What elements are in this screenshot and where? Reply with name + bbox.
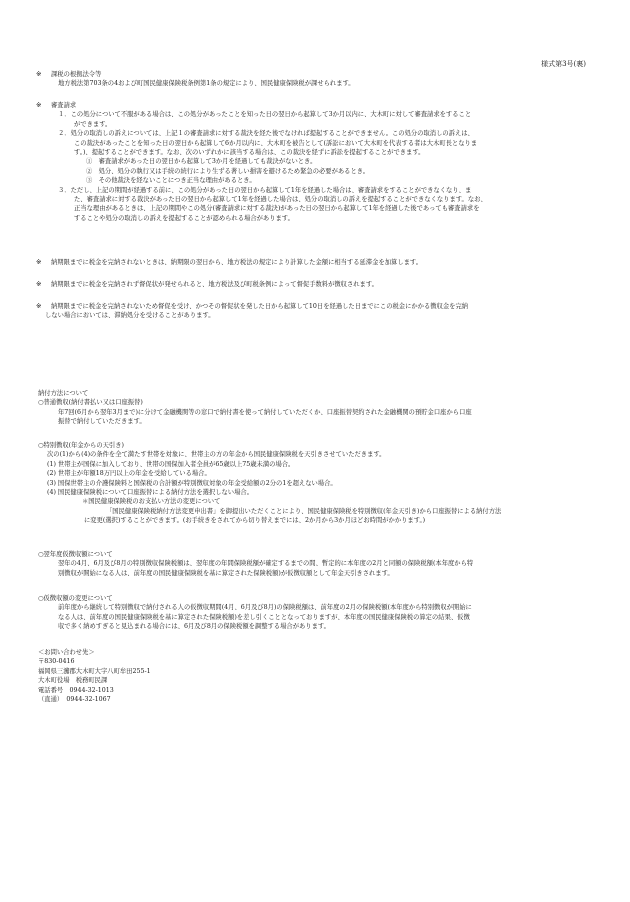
appeal-section <box>36 101 596 223</box>
contact-office: 大木町役場 税務町民課 <box>38 677 108 685</box>
appeal-line: ③ その他裁決を経ないことにつき正当な理由があるとき。 <box>86 177 256 185</box>
bullet-mark: ※ <box>36 102 42 109</box>
change-line: なる人は、前年度の国民健康保険税を基に算定された保険税額)を差し引くこととなっておりますが、本年度の国民健康保険税の算定の結果、仮徴 <box>58 613 470 621</box>
bullet-mark: ※ <box>36 281 42 288</box>
special-intro: 次の(1)から(4)の条件を全て満たす世帯を対象に、世帯主の方の年金から国民健康保険税を天引きさせていただきます。 <box>47 451 386 459</box>
special-condition: (2) 世帯主が年額18万円以上の年金を受給している場合。 <box>47 470 211 478</box>
appeal-heading: 審査請求 <box>51 102 77 109</box>
appeal-line: す。)、提起することができます。なお、次のいずれかに該当する場合は、この裁決を経ずに訴訟を提起することができます。 <box>74 149 425 157</box>
appeal-line: １．この処分について不服がある場合は、この処分があったことを知った日の翌日から起算して3か月以内に、大木町に対して審査請求をすること <box>58 111 472 119</box>
note-text: 納期限までに税金を完納されないため督促を受け、かつその督促状を発した日から起算して10日を経過した日までにこの税金にかかる徴収金を完納 <box>51 303 469 310</box>
contact-phone: 電話番号 0944-32-1013 <box>38 686 114 694</box>
appeal-line: ② 処分、処分の執行又は手続の続行により生ずる著しい損害を避けるため緊急の必要があるとき。 <box>86 167 370 175</box>
appeal-line: することや処分の取消しの訴えを提起することが認められる場合があります。 <box>74 214 294 222</box>
appeal-line: ２．処分の取消しの訴えについては、上記１の審査請求に対する裁決を経た後でなければ提起することができません。この処分の取消しの訴えは、 <box>58 130 474 138</box>
contact-address: 福岡県三瀦郡大木町大字八町牟田255-1 <box>38 667 151 675</box>
special-condition: (3) 国保世帯主の介護保険料と国保税の合計額が特別徴収対象の年金受給額の2分の1を超えない場合。 <box>47 479 337 487</box>
appeal-line: この裁決があったことを知った日の翌日から起算して6か月以内に、大木町を被告として(訴訟において大木町を代表する者は大木町長となりま <box>74 139 478 147</box>
bullet-mark: ※ <box>36 303 42 310</box>
provisional-line: 翌年の4月、6月及び8月の特別徴収保険税額は、翌年度の年間保険税額が確定するまでの間、暫定的に本年度の2月と同額の保険税額(本年度から特 <box>58 560 474 568</box>
bullet-mark: ※ <box>36 71 42 78</box>
note-delinquency <box>36 302 596 321</box>
contact-postal: 〒830-0416 <box>38 658 75 666</box>
special-subnote-heading: ＊国民健康保険税のお支払い方法の変更について <box>82 498 221 506</box>
special-subnote-line: に変更(選択)することができます。(お手続きをされてから切り替えまでには、2か月から3か月ほどお時間がかかります。) <box>84 517 426 525</box>
appeal-line: 正当な理由があるときは、上記の期間やこの処分(審査請求に対する裁決)があった日の翌日から起算して1年を経過した後であっても審査請求を <box>74 205 480 213</box>
provisional-section <box>38 550 598 578</box>
appeal-line: た、審査請求に対する裁決があった日の翌日から起算して1年を経過した場合は、処分の取消しの訴えを提起することができなくなります。なお、 <box>74 196 487 204</box>
note-text: 納期限までに税金を完納されず督促状が発せられると、地方税法及び町税条例によって督促手数料が徴収されます。 <box>51 281 378 288</box>
note-text: 納期限までに税金を完納されないときは、納期限の翌日から、地方税法の規定により計算した金額に相当する延滞金を加算します。 <box>51 259 423 266</box>
note-reminder-fee <box>36 280 596 289</box>
form-number: 様式第3号(裏) <box>541 60 586 68</box>
contact-block <box>38 648 598 704</box>
appeal-line: ３．ただし、上記の期間が経過する前に、この処分があった日の翌日から起算して1年を経過した場合は、審査請求をすることができなくなり、ま <box>58 186 472 194</box>
ordinary-line: 年7回(6月から翌年3月まで)に分けて金融機関等の窓口で納付書を使って納付していただくか、口座振替契約された金融機関の預貯金口座から口座 <box>58 408 472 416</box>
special-condition: (1) 世帯主が国保に加入しており、世帯の国保加入者全員が65歳以上75歳未満の場合。 <box>47 460 295 468</box>
appeal-line: ができます。 <box>74 120 112 128</box>
note-late-fee <box>36 258 596 267</box>
contact-heading: ＜お問い合わせ先＞ <box>38 649 95 656</box>
ordinary-heading: ○普通徴収(納付書払い又は口座振替) <box>38 399 143 407</box>
provisional-line: 別徴収が開始になる人は、前年度の国民健康保険税を基に算定された保険税額)が仮徴収額として年金天引きされます。 <box>58 569 394 577</box>
ordinary-line: 振替で納付していただきます。 <box>58 418 146 426</box>
tax-basis-heading: 課税の根拠法令等 <box>51 71 102 78</box>
provisional-heading: ○翌年度仮徴収額について <box>38 551 113 558</box>
change-heading: ○仮徴収額の変更について <box>38 595 113 602</box>
change-line: 前年度から継続して特別徴収で納付される人の仮徴収期間(4月、6月及び8月)の保険税額は、前年度の2月の保険税額(本年度から特別徴収が開始に <box>58 604 472 612</box>
payment-heading: 納付方法について <box>38 390 89 397</box>
note-text: しない場合においては、滞納処分を受けることがあります。 <box>45 312 215 320</box>
special-condition: (4) 国民健康保険税について口座振替による納付方法を選択しない場合。 <box>47 489 253 497</box>
special-section <box>38 441 598 526</box>
special-heading: ○特別徴収(年金からの天引き) <box>38 442 124 449</box>
change-line: 収で多く納めすぎると見込まれる場合には、6月及び8月の保険税額を調整する場合があります。 <box>58 623 330 631</box>
payment-section <box>38 389 598 427</box>
special-subnote-line: 「国民健康保険税納付方法変更申出書」を御提出いただくことにより、国民健康保険税を特別徴収(年金天引き)から口座振替による納付方法 <box>106 507 502 515</box>
change-section <box>38 594 598 632</box>
bullet-mark: ※ <box>36 259 42 266</box>
tax-basis-section <box>36 70 596 89</box>
contact-direct: （直通） 0944-32-1067 <box>38 696 111 704</box>
tax-basis-body: 地方税法第703条の4および町国民健康保険税条例第1条の規定により、国民健康保険税が課せられます。 <box>58 80 355 88</box>
appeal-line: ① 審査請求があった日の翌日から起算して3か月を経過しても裁決がないとき。 <box>86 158 317 166</box>
